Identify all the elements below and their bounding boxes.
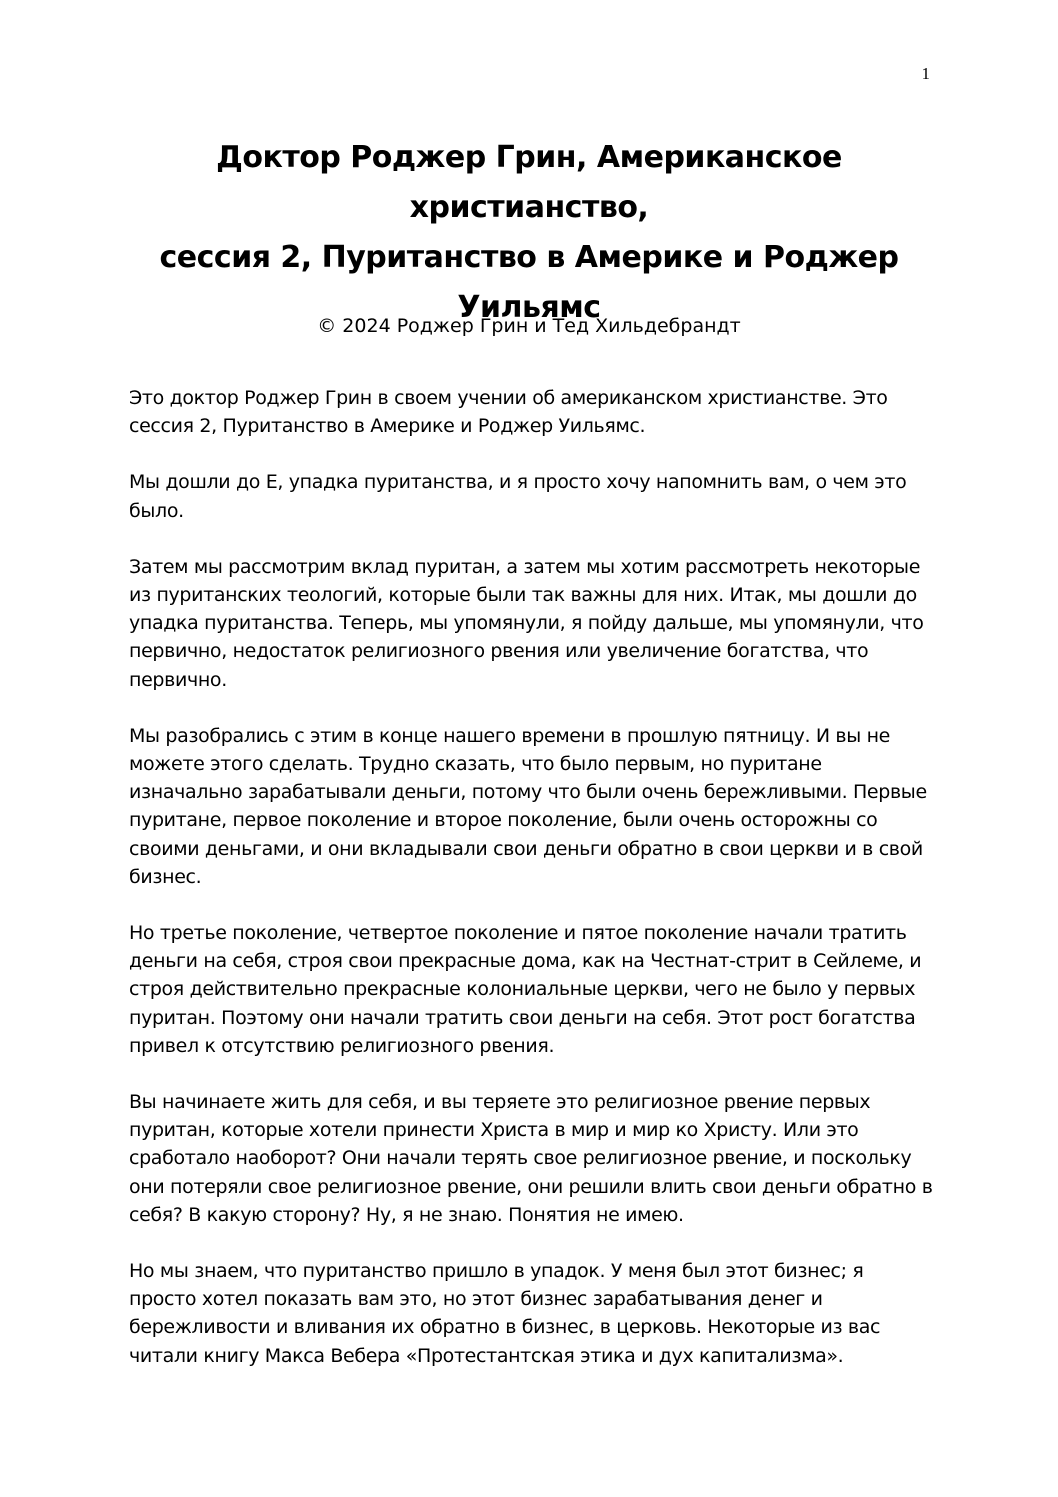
paragraph: Это доктор Роджер Грин в своем учении об американском христианстве. Это сессия 2, Пуританство в Америке и Роджер Уильямс. xyxy=(129,387,888,438)
paragraph: Но мы знаем, что пуританство пришло в упадок. У меня был этот бизнес; я просто хотел показать вам это, но этот бизнес зарабатывания денег и бережливости и вливания их обратно в бизнес, в церковь. Некоторые из вас читали книгу Макса Вебера «Протестантская этика и дух капитализма». xyxy=(129,1260,881,1367)
title-line: христианство, xyxy=(409,190,649,225)
paragraph: Вы начинаете жить для себя, и вы теряете это религиозное рвение первых пуритан, которые хотели принести Христа в мир и мир ко Христу. Или это сработало наоборот? Они начали терять свое религиозное рвение, и поскольку они потеряли свое религиозное рвение, они решили влить свои деньги обратно в себя? В какую сторону? Ну, я не знаю. Понятия не имею. xyxy=(129,1091,933,1226)
title-line: Уильямс xyxy=(457,290,601,325)
copyright-line: © 2024 Роджер Грин и Тед Хильдебрандт xyxy=(317,315,741,337)
paragraph: Затем мы рассмотрим вклад пуритан, а затем мы хотим рассмотреть некоторые из пуританских теологий, которые были так важны для них. Итак, мы дошли до упадка пуританства. Теперь, мы упомянули, я пойду дальше, мы упомянули, что первично, недостаток религиозного рвения или увеличение богатства, что первично. xyxy=(129,555,924,691)
title-line: сессия 2, Пуританство в Америке и Роджер xyxy=(159,240,899,275)
title-line: Доктор Роджер Грин, Американское xyxy=(216,140,842,175)
paragraph: Но третье поколение, четвертое поколение и пятое поколение начали тратить деньги на себя, строя свои прекрасные дома, как на Честнат-стрит в Сейлеме, и строя действительно прекрасные колониальные церкви, чего не было у первых пуритан. Поэтому они начали тратить свои деньги на себя. Этот рост богатства привел к отсутствию религиозного рвения. xyxy=(129,922,922,1057)
document-body xyxy=(129,384,934,1398)
page-number: 1 xyxy=(921,64,930,83)
document-title xyxy=(150,133,908,333)
paragraph: Мы разобрались с этим в конце нашего времени в прошлую пятницу. И вы не можете этого сделать. Трудно сказать, что было первым, но пуритане изначально зарабатывали деньги, потому что были очень бережливыми. Первые пуритане, первое поколение и второе поколение, были очень осторожны со своими деньгами, и они вкладывали свои деньги обратно в свои церкви и в свой бизнес. xyxy=(129,724,927,888)
paragraph: Мы дошли до E, упадка пуританства, и я просто хочу напомнить вам, о чем это было. xyxy=(129,471,907,522)
